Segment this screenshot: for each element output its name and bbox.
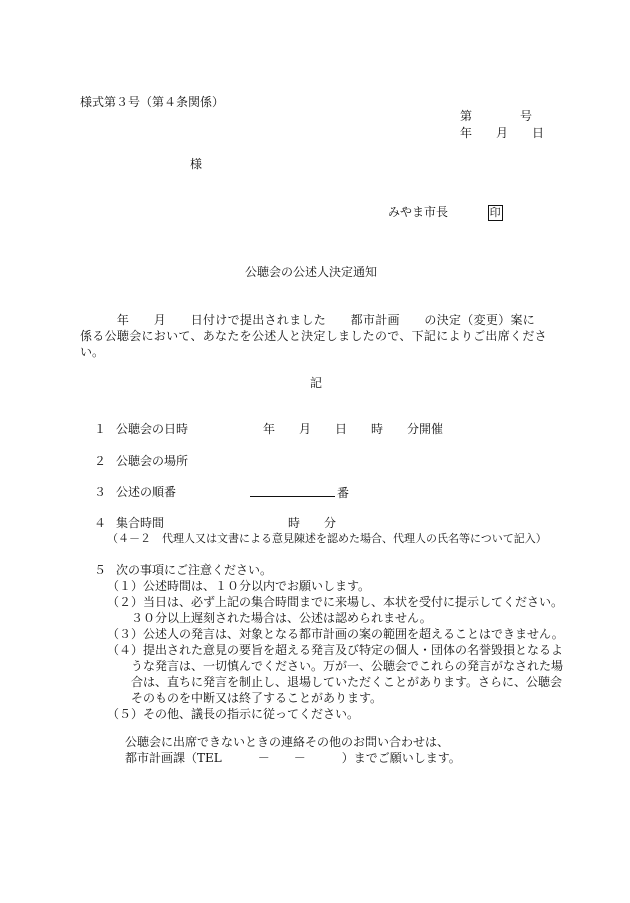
note-line: （２）当日は、必ず上記の集合時間までに来場し、本状を受付に提示してください。	[107, 595, 564, 609]
item-1-number: １	[94, 422, 107, 436]
doc-number: 第 号	[460, 109, 533, 123]
issuer-block	[388, 205, 503, 221]
item-5-label: 次の事項にご注意ください。	[116, 563, 273, 577]
form-label: 様式第３号（第４条関係）	[80, 95, 225, 109]
item-4-note: （４－２ 代理人又は文書による意見陳述を認めた場合、代理人の氏名等について記入）	[107, 532, 547, 545]
item-3-label: 公述の順番	[116, 485, 177, 499]
document-title: 公聴会の公述人決定通知	[245, 265, 378, 279]
body-line-1: 年 月 日付けで提出されました 都市計画 の決定（変更）案に	[80, 313, 536, 327]
note-line: （５）その他、議長の指示に従ってください。	[107, 707, 360, 721]
item-4-value: 時 分	[288, 516, 337, 530]
order-blank-line	[250, 486, 335, 497]
body-line-2: 係る公聴会において、あなたを公述人と決定しましたので、下記によりご出席くださ	[80, 329, 547, 343]
item-3-unit: 番	[337, 486, 350, 500]
contact-line-1: 公聴会に出席できないときの連絡その他のお問い合わせは、	[125, 735, 450, 749]
note-line: （１）公述時間は、１０分以内でお願いします。	[107, 579, 371, 593]
item-3-field	[250, 486, 349, 499]
item-5-number: ５	[94, 563, 107, 577]
item-4-number: ４	[94, 516, 107, 530]
item-2-label: 公聴会の場所	[116, 454, 189, 468]
note-line: うな発言は、一切慎んでください。万が一、公聴会でこれらの発言がなされた場	[107, 659, 564, 673]
item-3-number: ３	[94, 485, 107, 499]
note-line: （３）公述人の発言は、対象となる都市計画の案の範囲を超えることはできません。	[107, 627, 564, 641]
body-line-3: い。	[80, 345, 105, 359]
doc-date: 年 月 日	[460, 126, 545, 140]
note-line: そのものを中断又は終了することがあります。	[107, 691, 383, 705]
ki-heading: 記	[310, 376, 323, 390]
seal-stamp: 印	[489, 206, 501, 219]
item-1-value: 年 月 日 時 分開催	[263, 422, 444, 436]
item-4-label: 集合時間	[116, 516, 165, 530]
note-line: 合は、直ちに発言を制止し、退場していただくことがあります。さらに、公聴会	[107, 675, 563, 689]
addressee: 様	[190, 157, 203, 171]
item-2-number: ２	[94, 454, 107, 468]
note-line: （４）提出された意見の要旨を超える発言及び特定の個人・団体の名誉毀損となるよ	[107, 643, 564, 657]
contact-line-2: 都市計画課（TEL － － ）までご願いします。	[125, 751, 461, 765]
item-1-label: 公聴会の日時	[116, 422, 189, 436]
issuer-name: みやま市長	[388, 205, 449, 219]
note-line: ３０分以上遅刻された場合は、公述は認められません。	[107, 611, 432, 625]
